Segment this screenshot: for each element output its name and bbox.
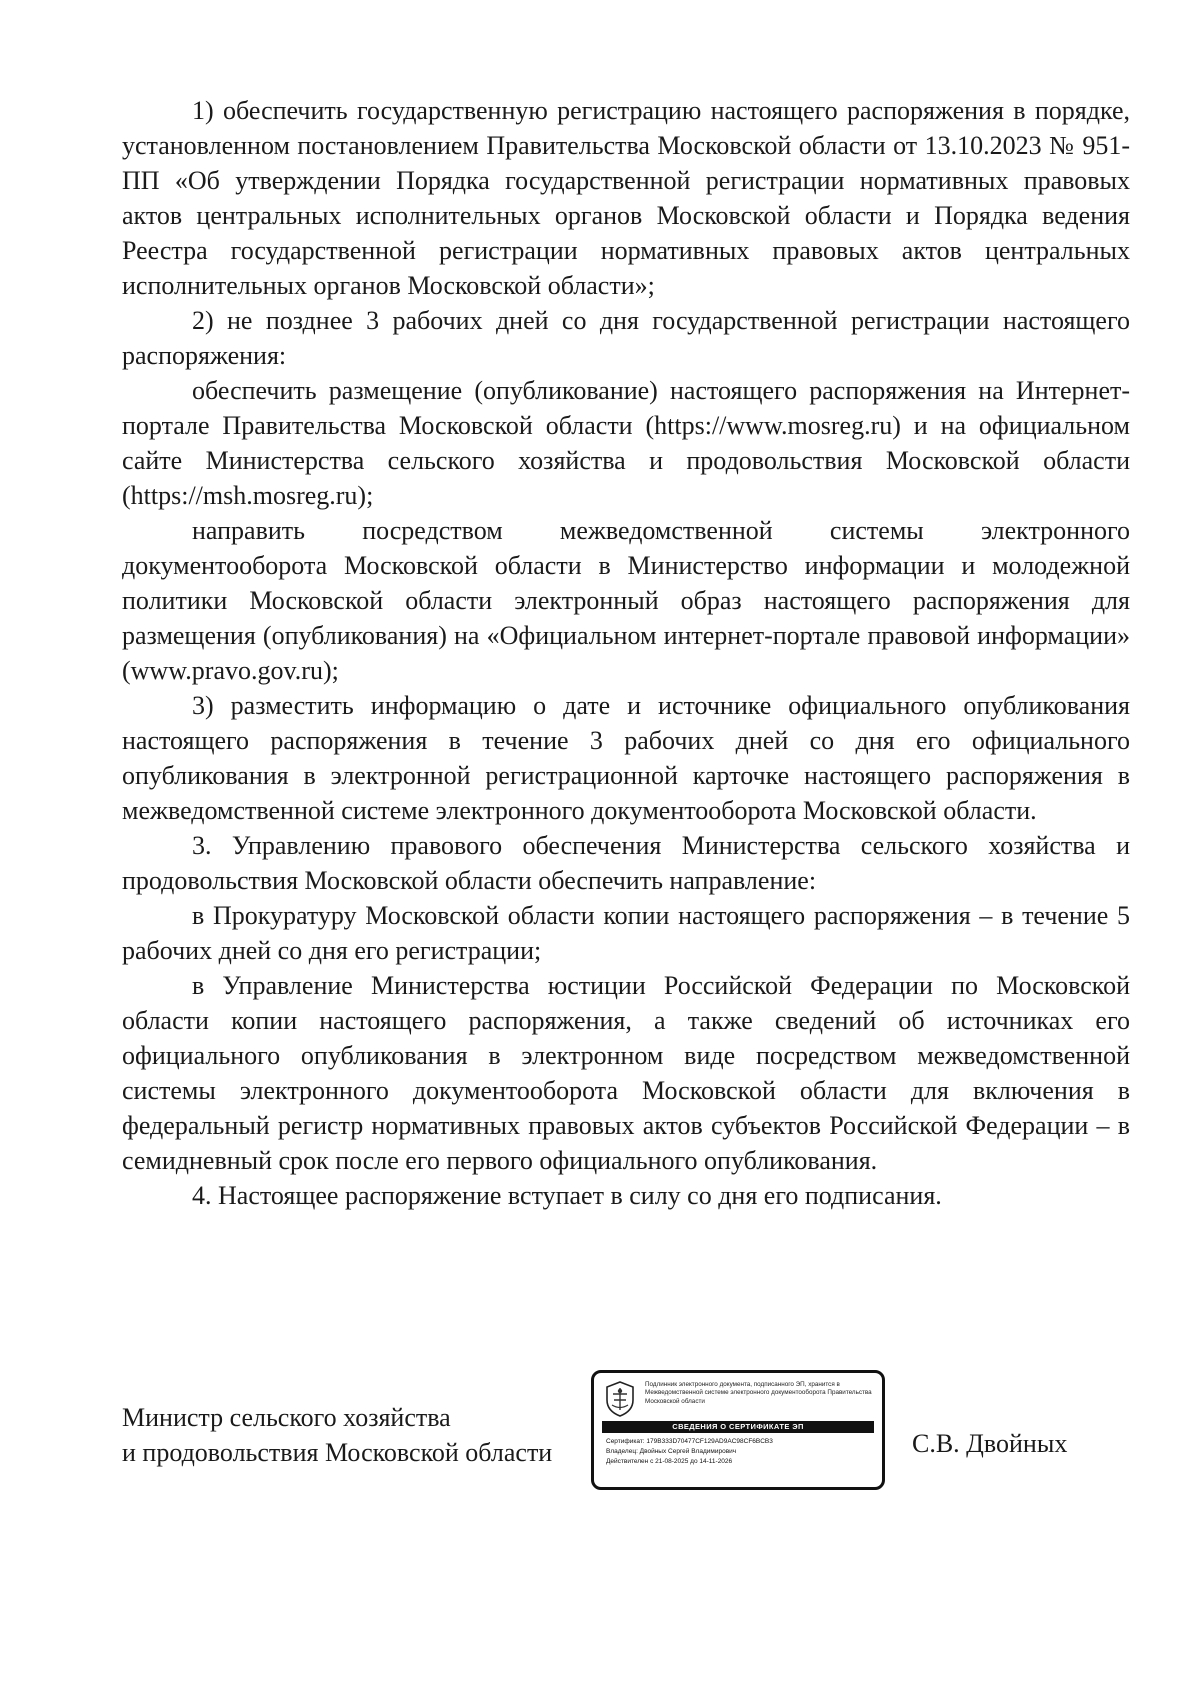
clause-2-intro: 2) не позднее 3 рабочих дней со дня государственной регистрации настоящего распоряжения: (122, 306, 1130, 370)
clause-2-send-pravo: направить посредством межведомственной системы электронного документооборота Московской области в Министерство информации и молодежной политики Московской области электронный образ настоящего распоряжения для размещения (опубликования) на «Официальном интернет-портале правовой информации» (www.pravo.gov.ru); (122, 516, 1130, 685)
signatory-position (122, 1400, 562, 1470)
position-line-1: Министр сельского хозяйства (122, 1403, 451, 1432)
stamp-details (606, 1437, 876, 1467)
stamp-certificate: Сертификат: 179B333D70477CF129AD9AC98CF6BCB3 (606, 1438, 773, 1445)
stamp-validity: Действителен с 21-08-2025 до 14-11-2026 (606, 1458, 733, 1465)
item-3-prosecutor: в Прокуратуру Московской области копии настоящего распоряжения – в течение 5 рабочих дней со дня его регистрации; (122, 901, 1130, 965)
signer-name: С.В. Двойных (912, 1429, 1068, 1458)
item-4-effective-date: 4. Настоящее распоряжение вступает в силу со дня его подписания. (192, 1181, 942, 1210)
document-body (122, 93, 1130, 1213)
clause-1-registration: 1) обеспечить государственную регистрацию настоящего распоряжения в порядке, установленном постановлением Правительства Московской области от 13.10.2023 № 951-ПП «Об утверждении Порядка государственной регистрации нормативных правовых актов центральных исполнительных органов Московской области и Порядка ведения Реестра государственной регистрации нормативных правовых актов центральных исполнительных органов Московской области»; (122, 96, 1130, 300)
electronic-signature-stamp (591, 1370, 885, 1490)
stamp-header: СВЕДЕНИЯ О СЕРТИФИКАТЕ ЭП (602, 1421, 874, 1433)
stamp-note: Подлинник электронного документа, подписанного ЭП, хранится в Межведомственной системе электронного документооборота Правительства Московской области (645, 1381, 872, 1405)
item-3-legal-department: 3. Управлению правового обеспечения Министерства сельского хозяйства и продовольствия Московской области обеспечить направление: (122, 831, 1130, 895)
position-line-2: и продовольствия Московской области (122, 1438, 553, 1467)
stamp-owner: Владелец: Двойных Сергей Владимирович (606, 1448, 737, 1455)
item-3-justice-ministry: в Управление Министерства юстиции Российской Федерации по Московской области копии настоящего распоряжения, а также сведений об источниках его официального опубликования в электронном виде посредством межведомственной системы электронного документооборота Московской области для включения в федеральный регистр нормативных правовых актов субъектов Российской Федерации – в семидневный срок после его первого официального опубликования. (122, 971, 1130, 1175)
clause-3-info-card: 3) разместить информацию о дате и источнике официального опубликования настоящего распоряжения в течение 3 рабочих дней со дня его официального опубликования в электронной регистрационной карточке настоящего распоряжения в межведомственной системе электронного документооборота Московской области. (122, 691, 1130, 825)
coat-of-arms-icon (604, 1380, 636, 1418)
clause-2-publish-portal: обеспечить размещение (опубликование) настоящего распоряжения на Интернет-портале Правительства Московской области (https://www.mosreg.ru) и на официальном сайте Министерства сельского хозяйства и продовольствия Московской области (https://msh.mosreg.ru); (122, 376, 1130, 510)
